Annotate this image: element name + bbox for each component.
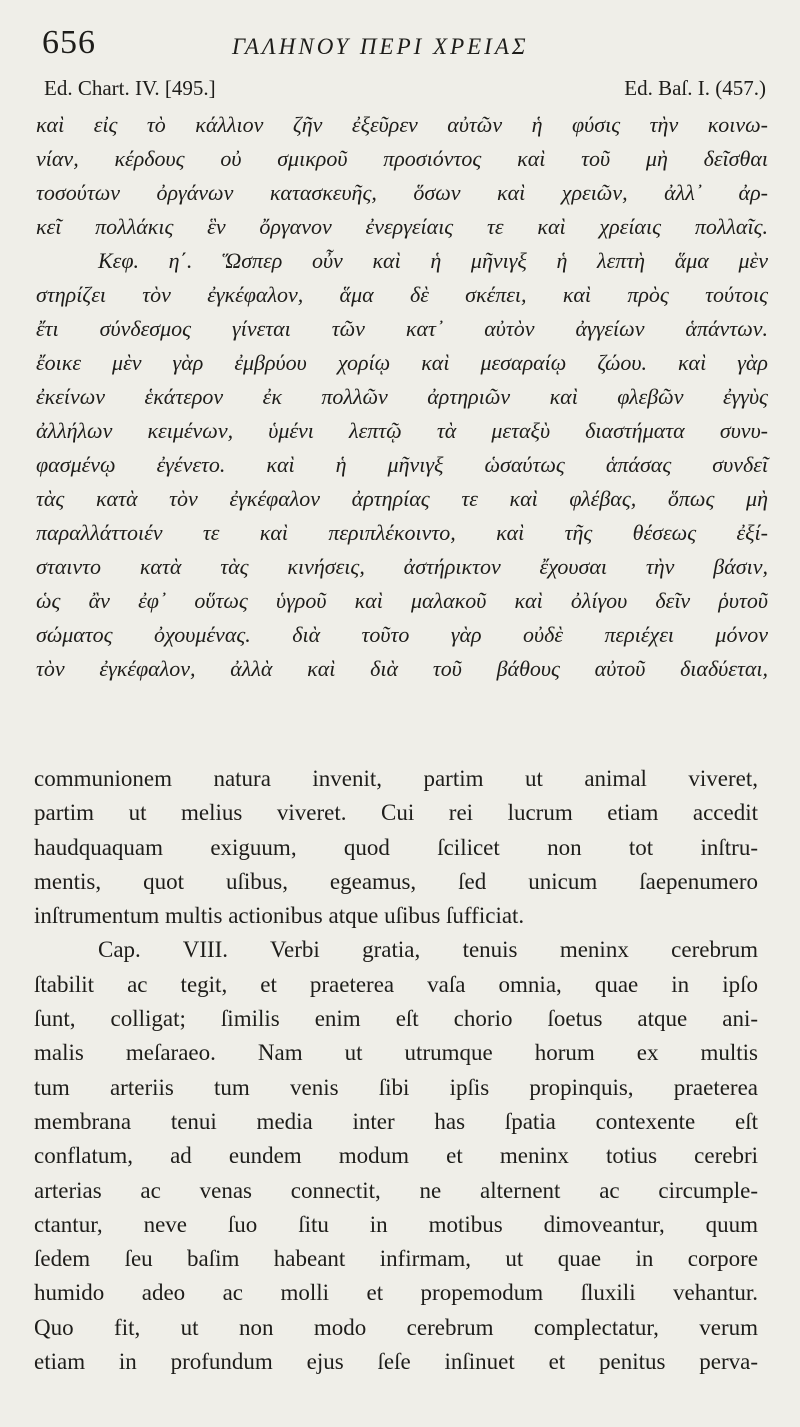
greek-line: καὶ εἰς τὸ κάλλιον ζῆν ἐξεῦρεν αὐτῶν ἡ φύσις τὴν κοινω- xyxy=(36,112,768,137)
greek-chapter-heading-line: Κεφ. η΄. Ὥσπερ οὖν καὶ ἡ μῆνιγξ ἡ λεπτὴ ἅμα μὲν xyxy=(98,248,768,273)
edition-ref-chartier: Ed. Chart. IV. [495.] xyxy=(44,76,216,100)
greek-line: στηρίζει τὸν ἐγκέφαλον, ἅμα δὲ σκέπει, καὶ πρὸς τούτοις xyxy=(36,282,768,307)
greek-line: τοσούτων ὀργάνων κατασκευῆς, ὅσων καὶ χρειῶν, ἀλλ᾽ ἀρ- xyxy=(36,180,768,205)
greek-line: ὡς ἂν ἐφ᾽ οὕτως ὑγροῦ καὶ μαλακοῦ καὶ ὀλίγου δεῖν ῥυτοῦ xyxy=(36,588,768,613)
latin-line: malis meſaraeo. Nam ut utrumque horum ex multis xyxy=(34,1040,758,1066)
greek-line: ἔοικε μὲν γὰρ ἐμβρύου χορίῳ καὶ μεσαραίῳ ζώου. καὶ γὰρ xyxy=(36,350,768,375)
running-title: ΓΑΛΗΝΟΥ ΠΕΡΙ ΧΡΕΙΑΣ xyxy=(232,34,529,59)
edition-ref-basel: Ed. Baſ. I. (457.) xyxy=(624,76,766,100)
latin-line: ſedem ſeu baſim habeant infirmam, ut quae in corpore xyxy=(34,1246,758,1272)
latin-line: tum arteriis tum venis ſibi ipſis propinquis, praeterea xyxy=(34,1074,758,1100)
page-number: 656 xyxy=(42,24,96,61)
latin-text-block xyxy=(34,762,758,1379)
latin-line: ſunt, colligat; ſimilis enim eſt chorio ſoetus atque ani- xyxy=(34,1006,758,1032)
latin-line: haudquaquam exiguum, quod ſcilicet non tot inſtru- xyxy=(34,834,758,860)
greek-line: παραλλάττοιέν τε καὶ περιπλέκοιντο, καὶ τῆς θέσεως ἐξί- xyxy=(36,520,768,545)
latin-line: etiam in profundum ejus ſeſe inſinuet et penitus perva- xyxy=(34,1349,758,1375)
latin-line: ſtabilit ac tegit, et praeterea vaſa omnia, quae in ipſo xyxy=(34,971,758,997)
greek-line: τὰς κατὰ τὸν ἐγκέφαλον ἀρτηρίας τε καὶ φλέβας, ὅπως μὴ xyxy=(36,486,768,511)
greek-line: κεῖ πολλάκις ἓν ὄργανον ἐνεργείαις τε καὶ χρείαις πολλαῖς. xyxy=(36,214,768,239)
latin-line: partim ut melius viveret. Cui rei lucrum etiam accedit xyxy=(34,800,758,826)
greek-line: ἔτι σύνδεσμος γίνεται τῶν κατ᾽ αὐτὸν ἀγγείων ἁπάντων. xyxy=(36,316,768,341)
edition-references xyxy=(44,76,766,106)
latin-line: conflatum, ad eundem modum et meninx totius cerebri xyxy=(34,1143,758,1169)
greek-line: νίαν, κέρδους οὐ σμικροῦ προσιόντος καὶ τοῦ μὴ δεῖσθαι xyxy=(36,146,768,171)
greek-line: ἐκείνων ἑκάτερον ἐκ πολλῶν ἀρτηριῶν καὶ φλεβῶν ἐγγὺς xyxy=(36,384,768,409)
greek-line: ἀλλήλων κειμένων, ὑμένι λεπτῷ τὰ μεταξὺ διαστήματα συνυ- xyxy=(36,418,768,443)
greek-line: τὸν ἐγκέφαλον, ἀλλὰ καὶ διὰ τοῦ βάθους αὐτοῦ διαδύεται, xyxy=(36,656,768,681)
greek-text-block xyxy=(36,108,768,686)
latin-line: communionem natura invenit, partim ut animal viveret, xyxy=(34,766,758,791)
latin-line: membrana tenui media inter has ſpatia contexente eſt xyxy=(34,1108,758,1134)
latin-chapter-heading-line: Cap. VIII. Verbi gratia, tenuis meninx cerebrum xyxy=(98,937,758,963)
latin-line: arterias ac venas connectit, ne alternent ac circumple- xyxy=(34,1177,758,1203)
greek-line: σώματος ὀχουμένας. διὰ τοῦτο γὰρ οὐδὲ περιέχει μόνον xyxy=(36,622,768,647)
latin-line: mentis, quot uſibus, egeamus, ſed unicum ſaepenumero xyxy=(34,868,758,894)
page-header xyxy=(42,24,772,72)
latin-line: inſtrumentum multis actionibus atque uſibus ſufficiat. xyxy=(34,903,525,929)
greek-line: σταιντο κατὰ τὰς κινήσεις, ἀστήρικτον ἔχουσαι τὴν βάσιν, xyxy=(36,554,768,579)
latin-line: ctantur, neve ſuo ſitu in motibus dimoveantur, quum xyxy=(34,1211,758,1237)
latin-line: humido adeo ac molli et propemodum ſluxili vehantur. xyxy=(34,1280,758,1306)
greek-line: φασμένῳ ἐγένετο. καὶ ἡ μῆνιγξ ὡσαύτως ἁπάσας συνδεῖ xyxy=(36,452,768,477)
latin-line: Quo fit, ut non modo cerebrum complectatur, verum xyxy=(34,1314,758,1340)
